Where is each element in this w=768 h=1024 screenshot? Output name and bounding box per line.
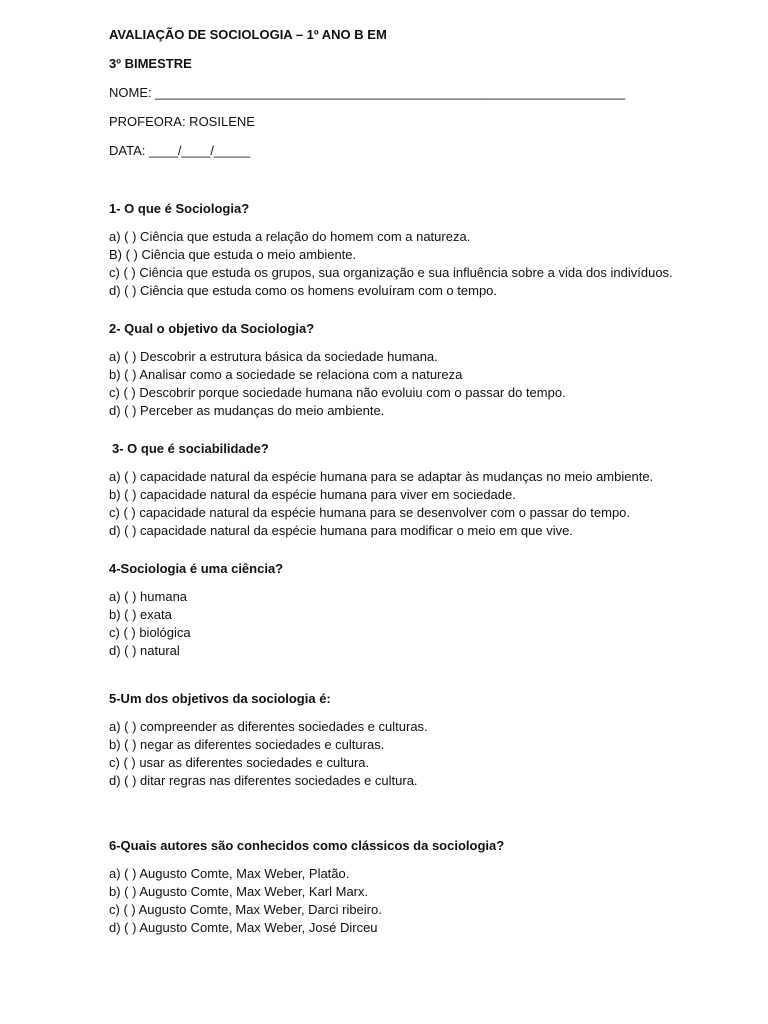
question-4 [109, 560, 729, 660]
option-c: c) ( ) usar as diferentes sociedades e cultura. [109, 755, 370, 770]
question-3 [109, 440, 729, 540]
option-d: d) ( ) Perceber as mudanças do meio ambiente. [109, 403, 385, 418]
option-c: c) ( ) Ciência que estuda os grupos, sua organização e sua influência sobre a vida dos indivíduos. [109, 265, 673, 280]
exam-title: AVALIAÇÃO DE SOCIOLOGIA – 1º ANO B EM [109, 27, 387, 42]
question-title: 2- Qual o objetivo da Sociologia? [109, 321, 315, 336]
option-a: a) ( ) capacidade natural da espécie humana para se adaptar às mudanças no meio ambiente. [109, 469, 654, 484]
option-a: a) ( ) compreender as diferentes sociedades e culturas. [109, 719, 428, 734]
option-c: c) ( ) Augusto Comte, Max Weber, Darci ribeiro. [109, 902, 382, 917]
option-b: b) ( ) Analisar como a sociedade se relaciona com a natureza [109, 367, 463, 382]
option-b: b) ( ) capacidade natural da espécie humana para viver em sociedade. [109, 487, 516, 502]
option-a: a) ( ) Augusto Comte, Max Weber, Platão. [109, 866, 350, 881]
option-d: d) ( ) capacidade natural da espécie humana para modificar o meio em que vive. [109, 523, 573, 538]
option-a: a) ( ) humana [109, 589, 188, 604]
option-a: a) ( ) Ciência que estuda a relação do homem com a natureza. [109, 229, 471, 244]
exam-document [109, 26, 729, 937]
question-6 [109, 837, 729, 937]
option-a: a) ( ) Descobrir a estrutura básica da sociedade humana. [109, 349, 438, 364]
option-d: d) ( ) Ciência que estuda como os homens evoluíram com o tempo. [109, 283, 498, 298]
bimester-label: 3º BIMESTRE [109, 56, 192, 71]
option-b: b) ( ) Augusto Comte, Max Weber, Karl Marx. [109, 884, 369, 899]
option-c: c) ( ) biológica [109, 625, 191, 640]
option-d: d) ( ) natural [109, 643, 180, 658]
option-b: B) ( ) Ciência que estuda o meio ambiente. [109, 247, 357, 262]
option-b: b) ( ) negar as diferentes sociedades e culturas. [109, 737, 385, 752]
teacher-label: PROFEORA: ROSILENE [109, 114, 255, 129]
date-field-line: DATA: ____/____/_____ [109, 143, 251, 158]
question-title: 5-Um dos objetivos da sociologia é: [109, 691, 331, 706]
question-title: 3- O que é sociabilidade? [112, 441, 269, 456]
question-title: 4-Sociologia é uma ciência? [109, 561, 284, 576]
option-d: d) ( ) ditar regras nas diferentes sociedades e cultura. [109, 773, 418, 788]
name-field-line: NOME: _________________________________________________________________ [109, 85, 626, 100]
option-c: c) ( ) capacidade natural da espécie humana para se desenvolver com o passar do tempo. [109, 505, 631, 520]
option-c: c) ( ) Descobrir porque sociedade humana não evoluiu com o passar do tempo. [109, 385, 566, 400]
question-2 [109, 320, 729, 420]
option-d: d) ( ) Augusto Comte, Max Weber, José Dirceu [109, 920, 378, 935]
question-1 [109, 200, 729, 300]
question-title: 1- O que é Sociologia? [109, 201, 250, 216]
question-5 [109, 690, 729, 790]
option-b: b) ( ) exata [109, 607, 172, 622]
question-title: 6-Quais autores são conhecidos como clássicos da sociologia? [109, 838, 505, 853]
